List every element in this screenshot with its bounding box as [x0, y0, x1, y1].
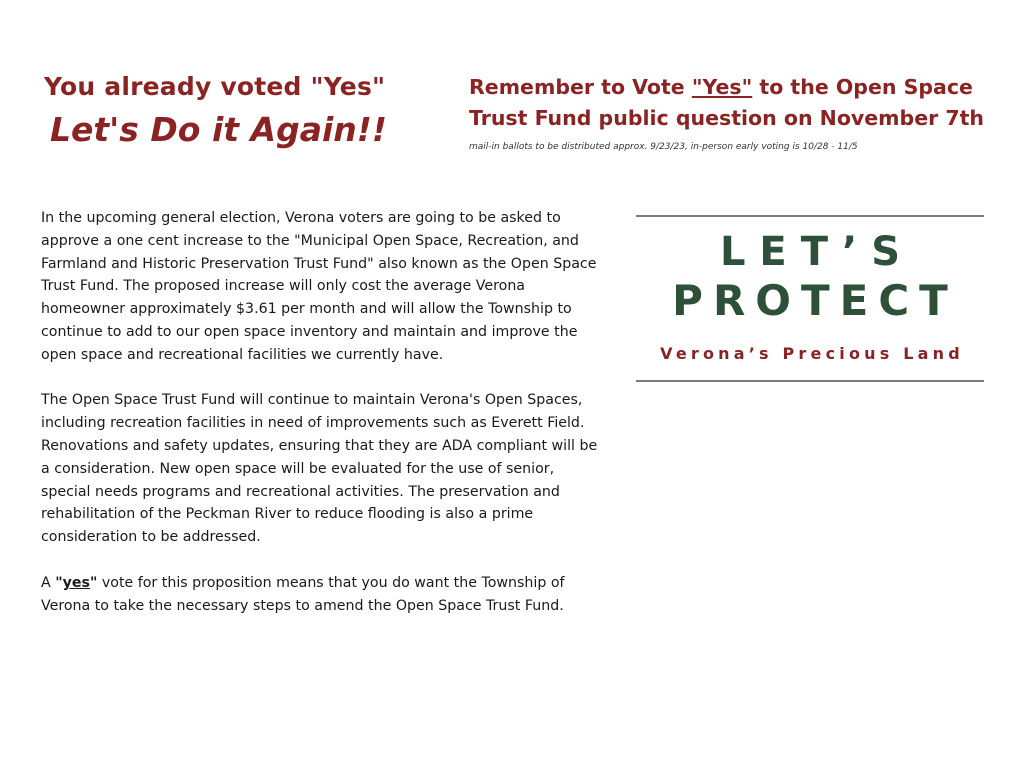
yes-open-quote: " [55, 574, 63, 591]
headline-right [469, 72, 1009, 152]
body-text [41, 207, 601, 640]
already-voted-heading: You already voted "Yes" [44, 72, 386, 101]
paragraph-yes-pre: A [41, 574, 56, 591]
paragraph-trust-fund: The Open Space Trust Fund will continue to maintain Verona's Open Spaces, including recreation facilities in need of improvements such as Everett Field. Renovations and safety updates, ensuring that they are ADA compliant will be a consideration. New open space will be evaluated for the use of senior, special needs programs and recreational activities. The preservation and rehabilitation of the Peckman River to reduce flooding is also a prime consideration to be addressed. [41, 392, 598, 546]
remember-yes: "Yes" [691, 75, 753, 99]
remember-post: to the Open Space Trust Fund public question on November 7th [469, 75, 985, 130]
paragraph-election: In the upcoming general election, Verona voters are going to be asked to approve a one cent increase to the "Municipal Open Space, Recreation, and Farmland and Historic Preservation Trust Fund" also known as the Open Space Trust Fund. The proposed increase will only cost the average Verona homeowner approximately $3.61 per month and will allow the Township to continue to add to our open space inventory and maintain and improve the open space and recreational facilities we currently have. [41, 210, 597, 363]
mail-in-note: mail-in ballots to be distributed approx. 9/23/23, in-person early voting is 10/28 - 11/5 [469, 142, 858, 152]
do-it-again-heading: Let's Do it Again!! [50, 110, 387, 149]
yes-word: yes [62, 574, 90, 591]
protect-heading: PROTECT [672, 276, 958, 325]
precious-land-tagline: Verona’s Precious Land [660, 344, 964, 363]
remember-to-vote-heading [469, 72, 1009, 134]
top-divider [636, 215, 984, 217]
paragraph-yes-vote [41, 572, 601, 618]
yes-close-quote: " [89, 574, 98, 591]
lets-heading: LET’S [719, 229, 915, 275]
paragraph-yes-post: vote for this proposition means that you do want the Township of Verona to take the necessary steps to amend the Open Space Trust Fund. [41, 574, 565, 614]
lets-protect-graphic [636, 215, 984, 382]
remember-pre: Remember to Vote [469, 75, 692, 99]
headline-left [44, 70, 424, 152]
bottom-divider [636, 380, 984, 382]
